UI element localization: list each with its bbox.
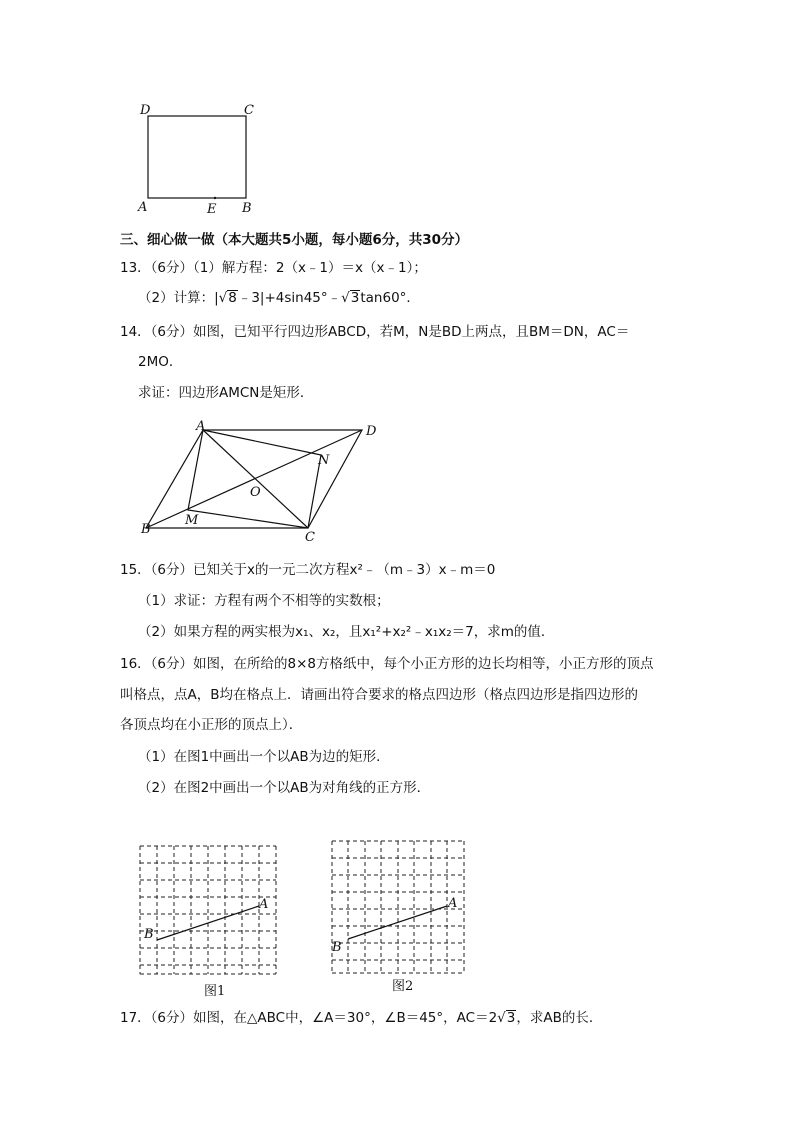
q13-root-8: 8	[228, 290, 237, 306]
q13-line2: （2）计算：|√8﹣3|+4sin45°﹣√3tan60°．	[138, 290, 420, 306]
q17-text-a: 17．（6分）如图，在△ABC中，∠A＝30°，∠B＝45°，AC＝2	[120, 1010, 498, 1026]
label-o: O	[250, 485, 261, 500]
label-a: A	[259, 897, 269, 912]
q15-line3: （2）如果方程的两实根为x₁、x₂，且x₁²+x₂²﹣x₁x₂＝7，求m的值．	[138, 624, 555, 640]
label-b: B	[242, 201, 252, 216]
label-c: C	[244, 103, 254, 118]
rectangle-abcd	[148, 116, 246, 198]
label-n: N	[318, 453, 330, 468]
q15-line1: 15．（6分）已知关于x的一元二次方程x²﹣（m﹣3）x﹣m＝0	[120, 562, 496, 578]
q16-line1: 16．（6分）如图，在所给的8×8方格纸中，每个小正方形的边长均相等，小正方形的顶点	[120, 656, 654, 672]
label-d: D	[140, 103, 151, 118]
parallelogram-figure	[130, 418, 390, 548]
grid-figure-2	[322, 833, 482, 998]
diagonal-ac	[203, 430, 308, 528]
rectangle-figure	[120, 95, 270, 220]
q13-text-b: ﹣3|+4sin45°﹣	[237, 290, 342, 306]
label-e: E	[207, 202, 217, 217]
q14-line3: 求证：四边形AMCN是矩形．	[138, 385, 314, 401]
q16-line2: 叫格点，点A，B均在格点上．请画出符合要求的格点四边形（格点四边形是指四边形的	[120, 687, 638, 703]
q15-line2: （1）求证：方程有两个不相等的实数根；	[138, 593, 390, 609]
point-e	[214, 197, 216, 199]
q13-root-3: 3	[350, 290, 360, 306]
label-a: A	[138, 200, 148, 215]
q17-text-b: ，求AB的长．	[516, 1010, 603, 1026]
grid1-caption: 图1	[204, 984, 226, 999]
q13-line1: 13．（6分）（1）解方程：2（x﹣1）＝x（x﹣1）；	[120, 260, 427, 276]
q17-line: 17．（6分）如图，在△ABC中，∠A＝30°，∠B＝45°，AC＝2√3，求AB的长．	[120, 1010, 603, 1026]
q14-line1: 14．（6分）如图，已知平行四边形ABCD，若M，N是BD上两点，且BM＝DN，AC＝	[120, 324, 630, 340]
label-c: C	[305, 530, 315, 545]
label-b: B	[141, 522, 151, 537]
grid2-caption: 图2	[392, 979, 414, 994]
q17-root-3: 3	[506, 1010, 516, 1026]
q16-line3: 各顶点均在小正形的顶点上）．	[120, 717, 303, 733]
label-m: M	[185, 513, 199, 528]
q16-line4: （1）在图1中画出一个以AB为边的矩形．	[138, 749, 390, 765]
q14-line2: 2MO．	[138, 354, 183, 370]
grid-figure-1	[130, 838, 290, 1003]
diagonal-bd	[146, 430, 362, 528]
section-title: 三、细心做一做（本大题共5小题，每小题6分，共30分）	[120, 232, 469, 248]
q16-line5: （2）在图2中画出一个以AB为对角线的正方形．	[138, 780, 431, 796]
label-a: A	[448, 896, 458, 911]
q13-text-a: （2）计算：|	[138, 290, 219, 306]
label-b: B	[332, 940, 342, 955]
q13-text-c: tan60°．	[360, 290, 420, 306]
label-a: A	[196, 419, 206, 434]
label-d: D	[366, 424, 377, 439]
label-b: B	[144, 927, 154, 942]
